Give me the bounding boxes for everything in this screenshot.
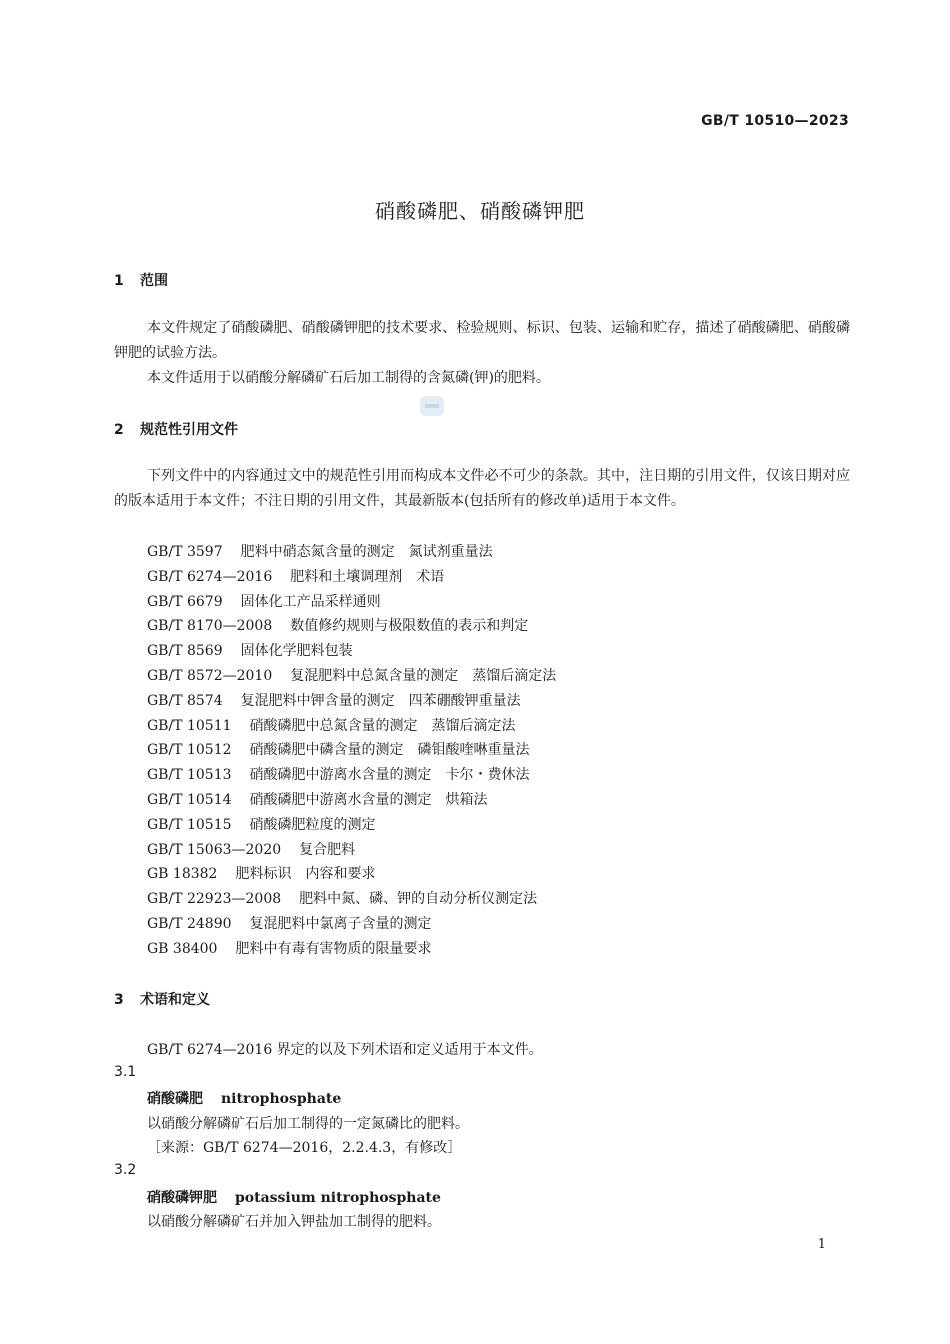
reference-item — [147, 838, 556, 863]
reference-item — [147, 887, 556, 912]
terms-intro: GB/T 6274—2016 界定的以及下列术语和定义适用于本文件。 — [147, 1042, 543, 1058]
term-number: 3.2 — [114, 1162, 137, 1178]
reference-title: 硝酸磷肥中游离水含量的测定 卡尔・费休法 — [249, 767, 530, 784]
section-3-heading — [114, 989, 210, 1009]
reference-code: GB/T 8569 — [147, 643, 223, 660]
term-zh: 硝酸磷钾肥 — [147, 1190, 217, 1206]
reference-title: 肥料和土壤调理剂 术语 — [290, 568, 445, 585]
reference-item — [147, 590, 556, 615]
reference-list — [147, 540, 556, 962]
reference-title: 硝酸磷肥中磷含量的测定 磷钼酸喹啉重量法 — [249, 742, 530, 759]
reference-code: GB/T 8170—2008 — [147, 618, 273, 635]
reference-code: GB/T 10514 — [147, 791, 232, 808]
reference-item — [147, 639, 556, 664]
reference-item — [147, 813, 556, 838]
reference-code: GB/T 3597 — [147, 544, 223, 560]
reference-item — [147, 788, 556, 813]
scope-paragraph-1: 本文件规定了硝酸磷肥、硝酸磷钾肥的技术要求、检验规则、标识、包装、运输和贮存，描述了硝酸磷肥、硝酸磷钾肥的试验方法。 — [114, 320, 850, 361]
standard-code: GB/T 10510—2023 — [701, 113, 849, 129]
reference-item — [147, 763, 556, 788]
term-entry — [147, 1187, 441, 1207]
reference-item — [147, 714, 556, 739]
reference-title: 硝酸磷肥中游离水含量的测定 烘箱法 — [249, 791, 488, 808]
section-title: 规范性引用文件 — [140, 422, 238, 438]
term-zh: 硝酸磷肥 — [147, 1091, 203, 1107]
page-number: 1 — [817, 1237, 826, 1252]
reference-code: GB 38400 — [147, 940, 218, 957]
reference-item — [147, 912, 556, 937]
reference-item — [147, 738, 556, 763]
reference-title: 复合肥料 — [299, 841, 356, 858]
reference-code: GB/T 10511 — [147, 717, 232, 734]
reference-item — [147, 540, 556, 565]
reference-item — [147, 937, 556, 962]
term-en: potassium nitrophosphate — [235, 1190, 441, 1206]
reference-code: GB 18382 — [147, 866, 218, 883]
reference-title: 肥料标识 内容和要求 — [235, 866, 376, 883]
term-source: ［来源：GB/T 6274—2016，2.2.4.3，有修改］ — [147, 1140, 462, 1156]
reference-item — [147, 664, 556, 689]
reference-code: GB/T 10512 — [147, 742, 232, 759]
reference-code: GB/T 10515 — [147, 816, 232, 833]
reference-code: GB/T 8572—2010 — [147, 667, 273, 684]
reference-item — [147, 614, 556, 639]
reference-title: 复混肥料中总氮含量的测定 蒸馏后滴定法 — [290, 667, 557, 684]
reference-code: GB/T 15063—2020 — [147, 841, 282, 858]
reference-title: 肥料中氮、磷、钾的自动分析仪测定法 — [299, 891, 538, 908]
term-en: nitrophosphate — [221, 1091, 342, 1107]
reference-item — [147, 689, 556, 714]
reference-code: GB/T 6274—2016 — [147, 568, 273, 585]
section-number: 3 — [114, 992, 124, 1008]
normative-intro: 下列文件中的内容通过文中的规范性引用而构成本文件必不可少的条款。其中，注日期的引用文件，仅该日期对应的版本适用于本文件；不注日期的引用文件，其最新版本(包括所有的修改单)适用于本文件。 — [114, 468, 850, 509]
section-title: 术语和定义 — [140, 992, 210, 1008]
reference-code: GB/T 6679 — [147, 593, 223, 610]
reference-title: 数值修约规则与极限数值的表示和判定 — [290, 618, 529, 635]
term-definition: 以硝酸分解磷矿石并加入钾盐加工制得的肥料。 — [147, 1214, 441, 1230]
reference-code: GB/T 24890 — [147, 915, 232, 932]
reference-item — [147, 565, 556, 590]
term-number: 3.1 — [114, 1064, 137, 1080]
section-2-heading — [114, 419, 238, 439]
reference-title: 固体化学肥料包装 — [240, 643, 353, 660]
watermark-logo — [420, 396, 444, 416]
reference-title: 复混肥料中氯离子含量的测定 — [249, 915, 432, 932]
scope-paragraph-2: 本文件适用于以硝酸分解磷矿石后加工制得的含氮磷(钾)的肥料。 — [147, 370, 550, 386]
section-1-heading — [114, 270, 168, 290]
reference-title: 复混肥料中钾含量的测定 四苯硼酸钾重量法 — [240, 692, 521, 709]
reference-title: 固体化工产品采样通则 — [240, 593, 381, 610]
reference-title: 硝酸磷肥中总氮含量的测定 蒸馏后滴定法 — [249, 717, 516, 734]
reference-code: GB/T 10513 — [147, 767, 232, 784]
reference-title: 肥料中硝态氮含量的测定 氮试剂重量法 — [240, 544, 493, 560]
reference-item — [147, 862, 556, 887]
document-title: 硝酸磷肥、硝酸磷钾肥 — [375, 199, 585, 223]
term-definition: 以硝酸分解磷矿石后加工制得的一定氮磷比的肥料。 — [147, 1116, 469, 1132]
reference-code: GB/T 8574 — [147, 692, 223, 709]
section-title: 范围 — [140, 273, 168, 289]
reference-code: GB/T 22923—2008 — [147, 891, 282, 908]
term-entry — [147, 1088, 341, 1108]
section-number: 2 — [114, 422, 124, 438]
reference-title: 肥料中有毒有害物质的限量要求 — [235, 940, 432, 957]
section-number: 1 — [114, 273, 124, 289]
reference-title: 硝酸磷肥粒度的测定 — [249, 816, 376, 833]
